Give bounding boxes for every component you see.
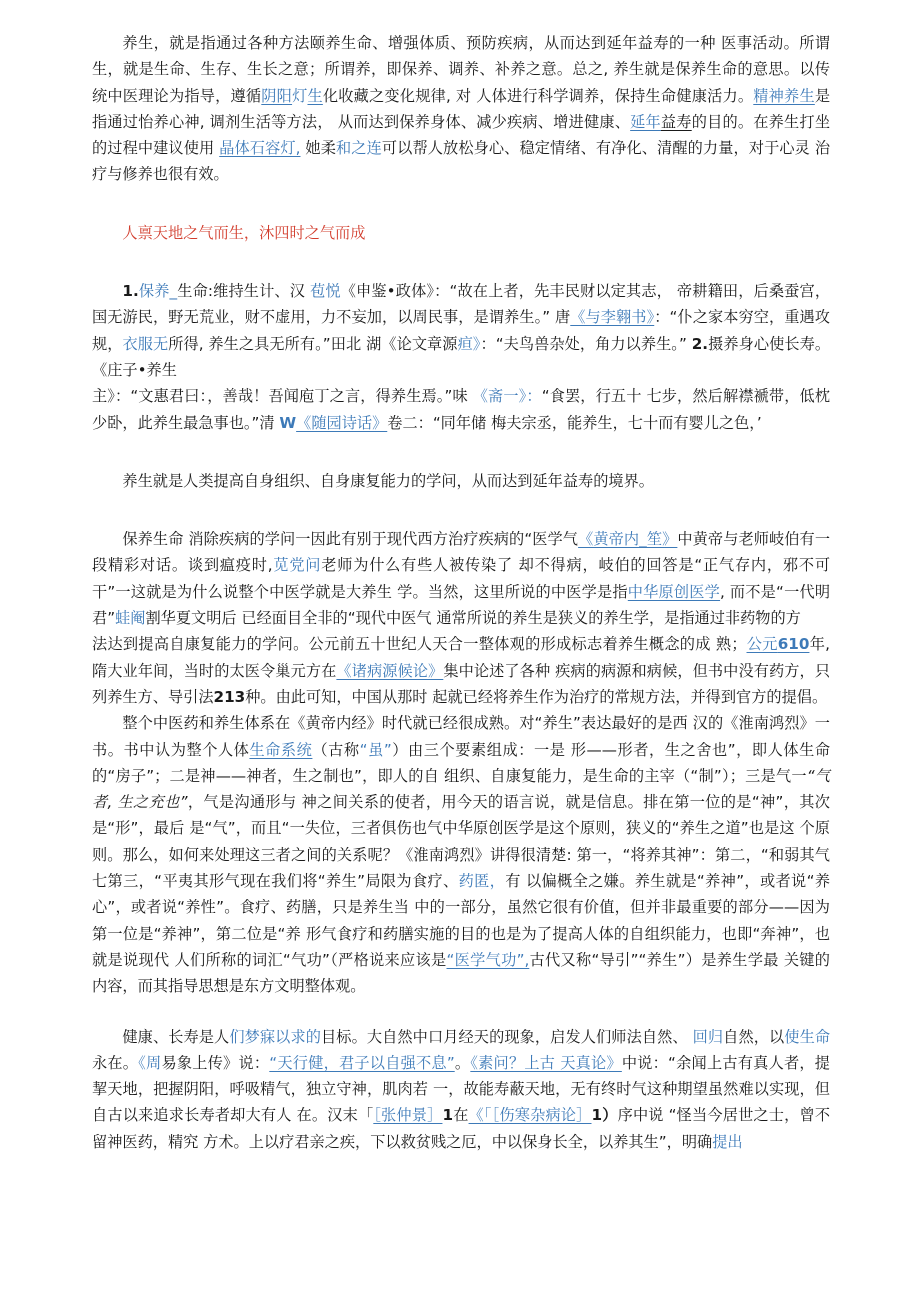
paragraph-8: 健康、长寿是人们梦寐以求的目标。大自然中口月经天的现象，启发人们师法自然、 回归自然，以使生命永在。《周易象上传》说：“天行健，君子以自强不息”。《素问？上古 天真论》中说：“余闻上古有真人者，提挈天地，把握阴阳，呼吸精气，独立守神，肌肉若 一，故能寿蔽天地，无有终时气这种期望虽然难以实现，但自古以来追求长寿者却大有人 在。汉末「［张仲景］1在《「［伤寒杂病论］1）序中说 “怪当今居世之士，曾不留神医药，精究 方术。上以疗君亲之疾，下以救贫贱之厄，中以保身长全，以养其生”，明确提出 [92, 1027, 831, 1151]
link-mengmei[interactable]: 们梦寐以求的 [229, 1027, 322, 1046]
paragraph-3: 主》：“文惠君曰：，善哉！吾闻庖丁之言，得养生焉。”味 《斋一》：“食罢，行五十 七步，然后解襟褫带，低枕少卧，此养生最急事也。”清 W《随园诗话》卷二：“同年储 梅夫宗丞，能养生，七十而有婴儿之色，’ [92, 387, 830, 432]
link-yifu[interactable]: 衣服无 [122, 334, 169, 353]
link-shisheng[interactable]: 使生命 [784, 1027, 831, 1046]
link-yinyang[interactable]: 阴阳 [261, 86, 293, 105]
link-shanghan-zabing-lun[interactable]: 《「［伤寒杂病论］ [468, 1106, 592, 1125]
link-lunwenzhang[interactable]: 疸》 [457, 334, 481, 353]
link-zhonghua-yuanchuang[interactable]: 中华原创医学 [627, 582, 721, 601]
paragraph-4: 养生就是人类提高自身组织、自身康复能力的学问，从而达到延年益寿的境界。 [122, 471, 654, 490]
link-xunyue[interactable]: 苞悦 [310, 282, 341, 301]
link-suiyuan-shihua[interactable]: 《随园诗话》 [296, 413, 388, 432]
link-hezhilian[interactable]: 和之连 [336, 139, 382, 158]
link-yixue-qigong[interactable]: “医学气功”, [446, 950, 530, 969]
link-life-system[interactable]: 生命系统 [249, 740, 313, 759]
link-crystal-lamp[interactable]: 晶体石容灯, [219, 139, 301, 158]
paragraph-5: 保养生命 消除疾病的学问一因此有别于现代西方治疗疾病的“医学气《黄帝内_笙》中黄帝与老师岐伯有一段精彩对话。谈到瘟疫时,苋党问老师为什么有些人被传染了 却不得病，岐伯的回答是“正气存内，邪不可干”一这就是为什么说整个中医学就是大养生 学。当然，这里所说的中医学是指中华原创医学, 而不是“一代明君”蛙阉割华夏文明后 已经面目全非的“现代中医气 通常所说的养生是狭义的养生学，是指通过非药物的方 [92, 530, 831, 628]
paragraph-2: 1.保养_生命:维持生计、汉 苞悦《申鉴•政体》：“故在上者，先丰民财以定其志， 帝耕籍田，后桑蚕宫，国无游民，野无荒业，财不虚用，力不妄加，以周民事，是谓养生。” 唐《与李翱书》：“仆之家本穷空，重遇攻规，衣服无所得, 养生之具无所有。”田北 湖《论文章源疸》：“夫鸟兽杂处，角力以养生。” 2.摄养身心使长寿。《庄子•养生 [92, 282, 831, 379]
paragraph-7: 整个中医药和养生体系在《黄帝内经》时代就已经很成熟。对“养生”表达最好的是西 汉的《淮南鸿烈》一书。书中认为整个人体生命系统（古称“虽”）由三个要素组成：一是 形——形者，生之舍也”，即人体生命的“房子”；二是神——神者，生之制也”，即人的自 组织、自康复能力，是生命的主宰（“制”）；三是气一“气者, 生之充也”，气是沟通形与 神之间关系的使者，用今天的语言说，就是信息。排在第一位的是“神”，其次是“形”，最后 是“气”，而且“一失位，三者俱伤也气中华原创医学是这个原则，狭义的“养生之道”也是这 个原则。那么，如何来处理这三者之间的关系呢？《淮南鸿烈》讲得很清楚: 第一，“将养其神”：第二，“和弱其气七第三，“平夷其形气现在我们将“养生”局限为食疗、药匿，有 以偏概全之嫌。养生就是“养神”，或者说“养心”，或者说“养性”。食疗、药膳，只是养生当 中的一部分，虽然它很有价值，但并非最重要的部分——因为第一位是“养神”，第二位是“养 形气食疗和药膳实施的目的也是为了提高人体的自组织能力，也即“奔神”，也就是说现代 人们所称的词汇“气功”（严格说来应该是“医学气功”,古代又称“导引”“养生”）是养生学最 关键的内容，而其指导思想是东方文明整体观。 [92, 714, 831, 996]
link-wa-yan[interactable]: 蛙阉 [115, 609, 146, 628]
link-zhou[interactable]: 《周 [138, 1053, 162, 1072]
link-longevity[interactable]: 延年 [630, 112, 661, 131]
link-spirit-health[interactable]: 精神养生 [753, 86, 815, 105]
link-yu-li-ao-shu[interactable]: 《与李翱书》 [570, 308, 655, 327]
link-tichu[interactable]: 提出 [712, 1132, 743, 1151]
link-tianxingjian[interactable]: “天行健，君子以自强不息” [269, 1053, 455, 1072]
link-yaoni[interactable]: 药匿， [458, 872, 506, 891]
link-zhang-zhongjing[interactable]: ［张仲景］ [373, 1106, 443, 1125]
paragraph-1: 养生，就是指通过各种方法颐养生命、增强体质、预防疾病，从而达到延年益寿的一种 医事活动。所谓生，就是生命、生存、生长之意；所谓养，即保养、调养、补养之意。总之, 养生就是保养生命的意思。以传统中医理论为指导，遵循阴阳灯生化收藏之变化规律, 对 人体进行科学调养，保持生命健康活力。精神养生是指通过怡养心神, 调剂生活等方法， 从而达到保养身体、减少疾病、增进健康、延年益寿的目的。在养生打坐的过程中建议使用 晶体石容灯, 她柔和之连可以帮人放松身心、稳定情绪、有净化、清醒的力量，对于心灵 治疗与修养也很有效。 [92, 34, 831, 184]
section-heading: 人禀天地之气而生，沐四时之气而成 [122, 223, 366, 242]
link-zhubing-yuanhou-lun[interactable]: 《诸病源候论》 [336, 661, 444, 680]
link-suwen[interactable]: 《素问？上古 天真论》 [470, 1053, 622, 1072]
link-lao-shi[interactable]: 苋党问 [272, 556, 322, 575]
document-page [92, 30, 830, 1155]
link-baoyang[interactable]: 保养_ [138, 282, 178, 301]
link-gongyuan[interactable]: 公元 [746, 635, 778, 654]
link-huangdi-neijing[interactable]: 《黄帝内_笙》 [578, 530, 678, 549]
link-zhaiyi[interactable]: 《斋一》： [472, 387, 542, 406]
paragraph-6: 法达到提高自康复能力的学问。公元前五十世纪人天合一整体观的形成标志着养生概念的成 熟；公元610年, 隋大业年间，当时的太医令巢元方在《诸病源候论》集中论述了各种 疾病的病源和病候，但书中没有药方，只列养生方、导引法213种。由此可知，中国从那时 起就已经将养生作为治疗的常规方法，并得到官方的提倡。 [92, 635, 831, 706]
link-huigui[interactable]: 回归 [692, 1027, 724, 1046]
